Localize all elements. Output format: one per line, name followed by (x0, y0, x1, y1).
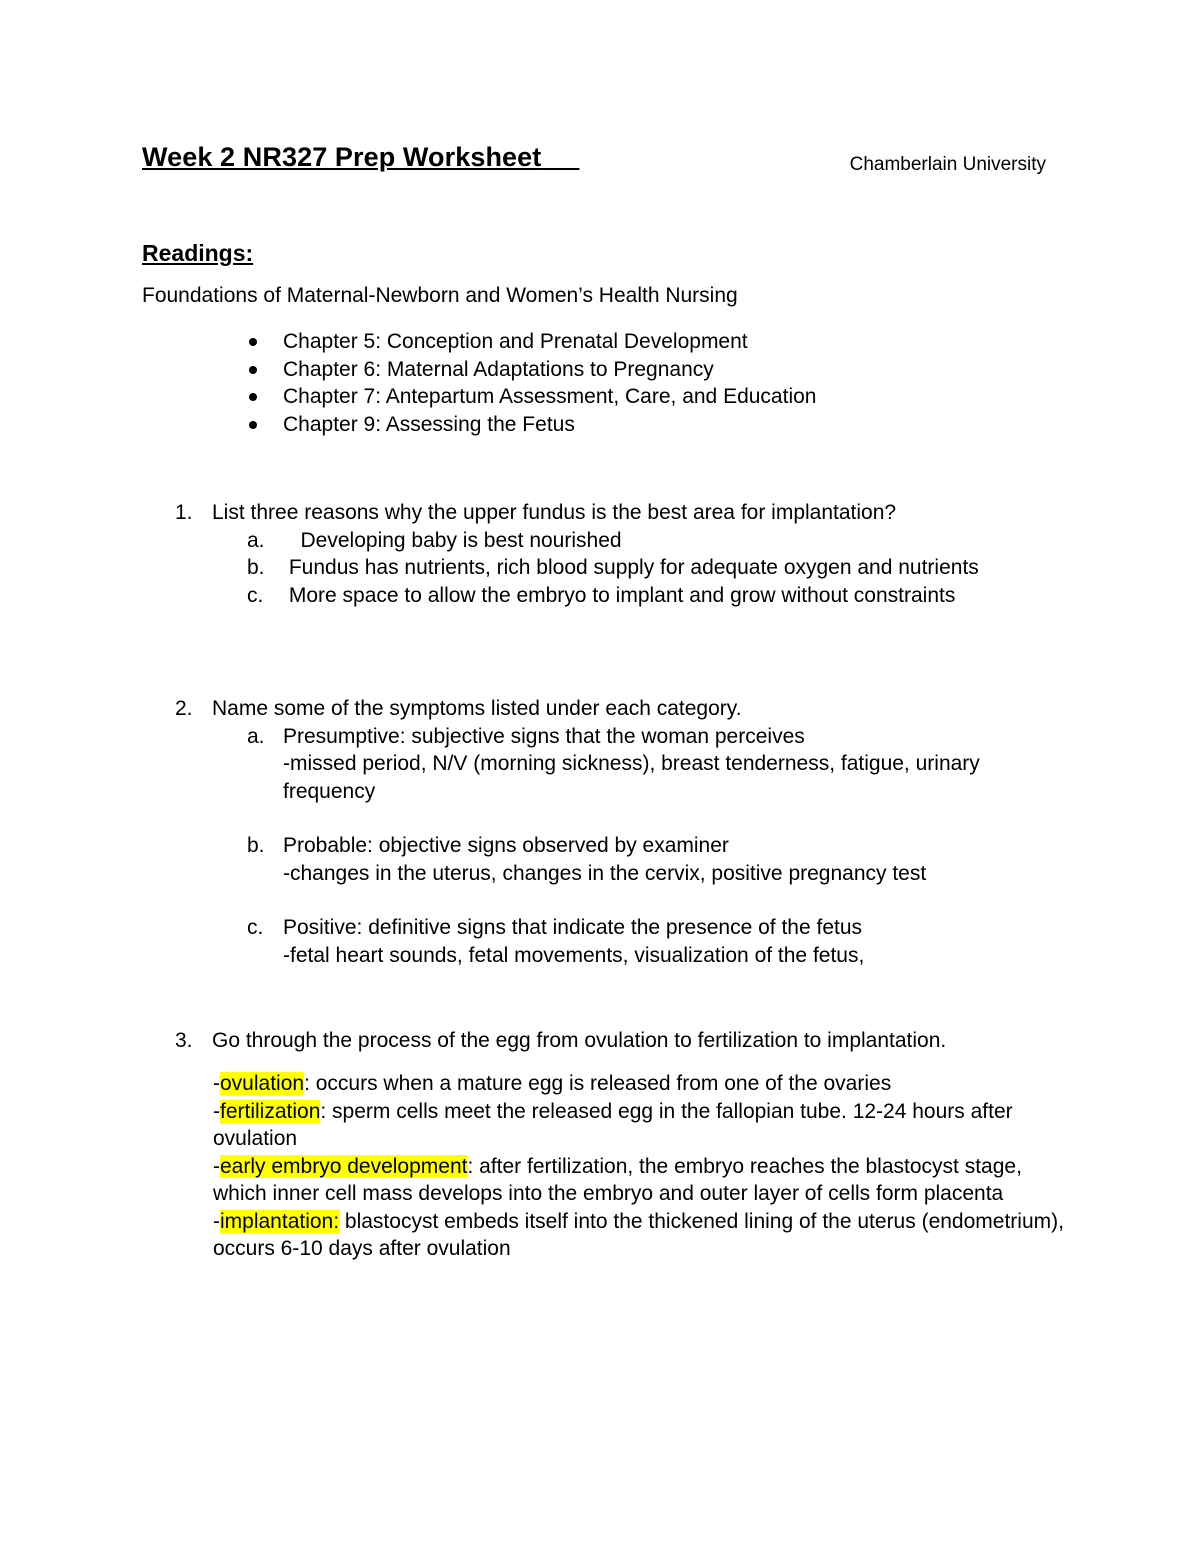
readings-heading: Readings: (142, 240, 254, 266)
category-text: Presumptive: subjective signs that the woman perceives (283, 724, 805, 748)
question-3 (175, 1027, 1075, 1055)
answer-item (175, 723, 1075, 806)
chapter-item (245, 411, 816, 439)
question-number: 2. (175, 697, 193, 720)
answer-text-wrap (283, 527, 1075, 555)
question-prompt (175, 1027, 1075, 1055)
chapter-list (245, 328, 816, 438)
highlighted-term: implantation: (220, 1209, 340, 1233)
highlighted-term: ovulation (220, 1072, 305, 1095)
bullet-icon (249, 366, 257, 374)
textbook-title: Foundations of Maternal-Newborn and Women’s Health Nursing (142, 284, 738, 307)
document-header (142, 142, 1052, 182)
answer-letter: c. (247, 916, 264, 939)
chapter-label: Chapter 7: Antepartum Assessment, Care, and Education (283, 385, 817, 408)
bullet-icon (249, 338, 257, 346)
chapter-label: Chapter 6: Maternal Adaptations to Pregnancy (283, 357, 714, 381)
title-underline-trail (541, 142, 579, 172)
bullet-icon (249, 421, 257, 429)
question-text: List three reasons why the upper fundus is the best area for implantation? (212, 501, 897, 524)
question-number: 3. (175, 1029, 193, 1052)
answer-letter: c. (247, 583, 264, 607)
process-step (213, 1153, 1073, 1208)
highlighted-term: fertilization (220, 1099, 321, 1123)
chapter-item (245, 383, 816, 411)
answer-indent (283, 529, 301, 552)
answer-list (175, 723, 1075, 970)
chapter-label: Chapter 5: Conception and Prenatal Development (283, 330, 748, 353)
step-text: : occurs when a mature egg is released from one of the ovaries (304, 1072, 892, 1095)
answer-text-wrap (283, 582, 1075, 610)
answer-item (175, 527, 1075, 555)
answer-item (175, 914, 1075, 969)
answer-text-wrap (283, 554, 983, 582)
step-text: : sperm cells meet the released egg in the fallopian tube. 12-24 hours after ovulation (213, 1099, 1013, 1150)
question-text: Name some of the symptoms listed under each category. (212, 697, 742, 720)
question-prompt (175, 499, 1075, 527)
process-step (213, 1208, 1073, 1263)
answer-text: Fundus has nutrients, rich blood supply for adequate oxygen and nutrients (288, 556, 979, 579)
bullet-icon (249, 393, 257, 401)
answer-text: More space to allow the embryo to implant and grow without constraints (288, 583, 956, 607)
step-dash: - (213, 1154, 220, 1178)
process-step (213, 1070, 1073, 1098)
answer-item (175, 582, 1075, 610)
question-2 (175, 695, 1075, 969)
category-text: Probable: objective signs observed by examiner (283, 834, 729, 857)
chapter-item (245, 328, 816, 356)
category-detail: -changes in the uterus, changes in the cervix, positive pregnancy test (283, 861, 927, 885)
answer-item (175, 832, 1075, 887)
answer-letter: b. (247, 834, 265, 857)
highlighted-term: early embryo development (220, 1154, 468, 1178)
answer-list (175, 527, 1075, 610)
question-prompt (175, 695, 1075, 723)
title-text: Week 2 NR327 Prep Worksheet (142, 142, 542, 172)
question-1 (175, 499, 1075, 609)
answer-letter: b. (247, 556, 265, 579)
step-dash: - (213, 1099, 220, 1123)
chapter-item (245, 356, 816, 384)
step-text: : after fertilization, the embryo reaches the blastocyst stage, which inner cell mass develops into the embryo and outer layer of cells form placenta (213, 1154, 1022, 1205)
process-step (213, 1098, 1073, 1153)
chapter-label: Chapter 9: Assessing the Fetus (283, 412, 575, 436)
answer-letter: a. (247, 724, 265, 748)
step-dash: - (213, 1072, 220, 1095)
question-text: Go through the process of the egg from ovulation to fertilization to implantation. (212, 1029, 947, 1052)
answer-item (175, 554, 1075, 582)
step-text: blastocyst embeds itself into the thickened lining of the uterus (endometrium), occurs 6-10 days after ovulation (213, 1209, 1064, 1260)
answer-letter: a. (247, 528, 265, 552)
document-title (142, 142, 579, 173)
question-number: 1. (175, 501, 193, 524)
process-answer (213, 1070, 1073, 1263)
step-dash: - (213, 1209, 220, 1233)
category-text: Positive: definitive signs that indicate the presence of the fetus (283, 916, 863, 939)
category-detail: -missed period, N/V (morning sickness), breast tenderness, fatigue, urinary frequency (283, 752, 980, 803)
university-name: Chamberlain University (849, 154, 1046, 175)
answer-text: Developing baby is best nourished (300, 528, 622, 552)
category-detail: -fetal heart sounds, fetal movements, visualization of the fetus, (283, 943, 865, 967)
